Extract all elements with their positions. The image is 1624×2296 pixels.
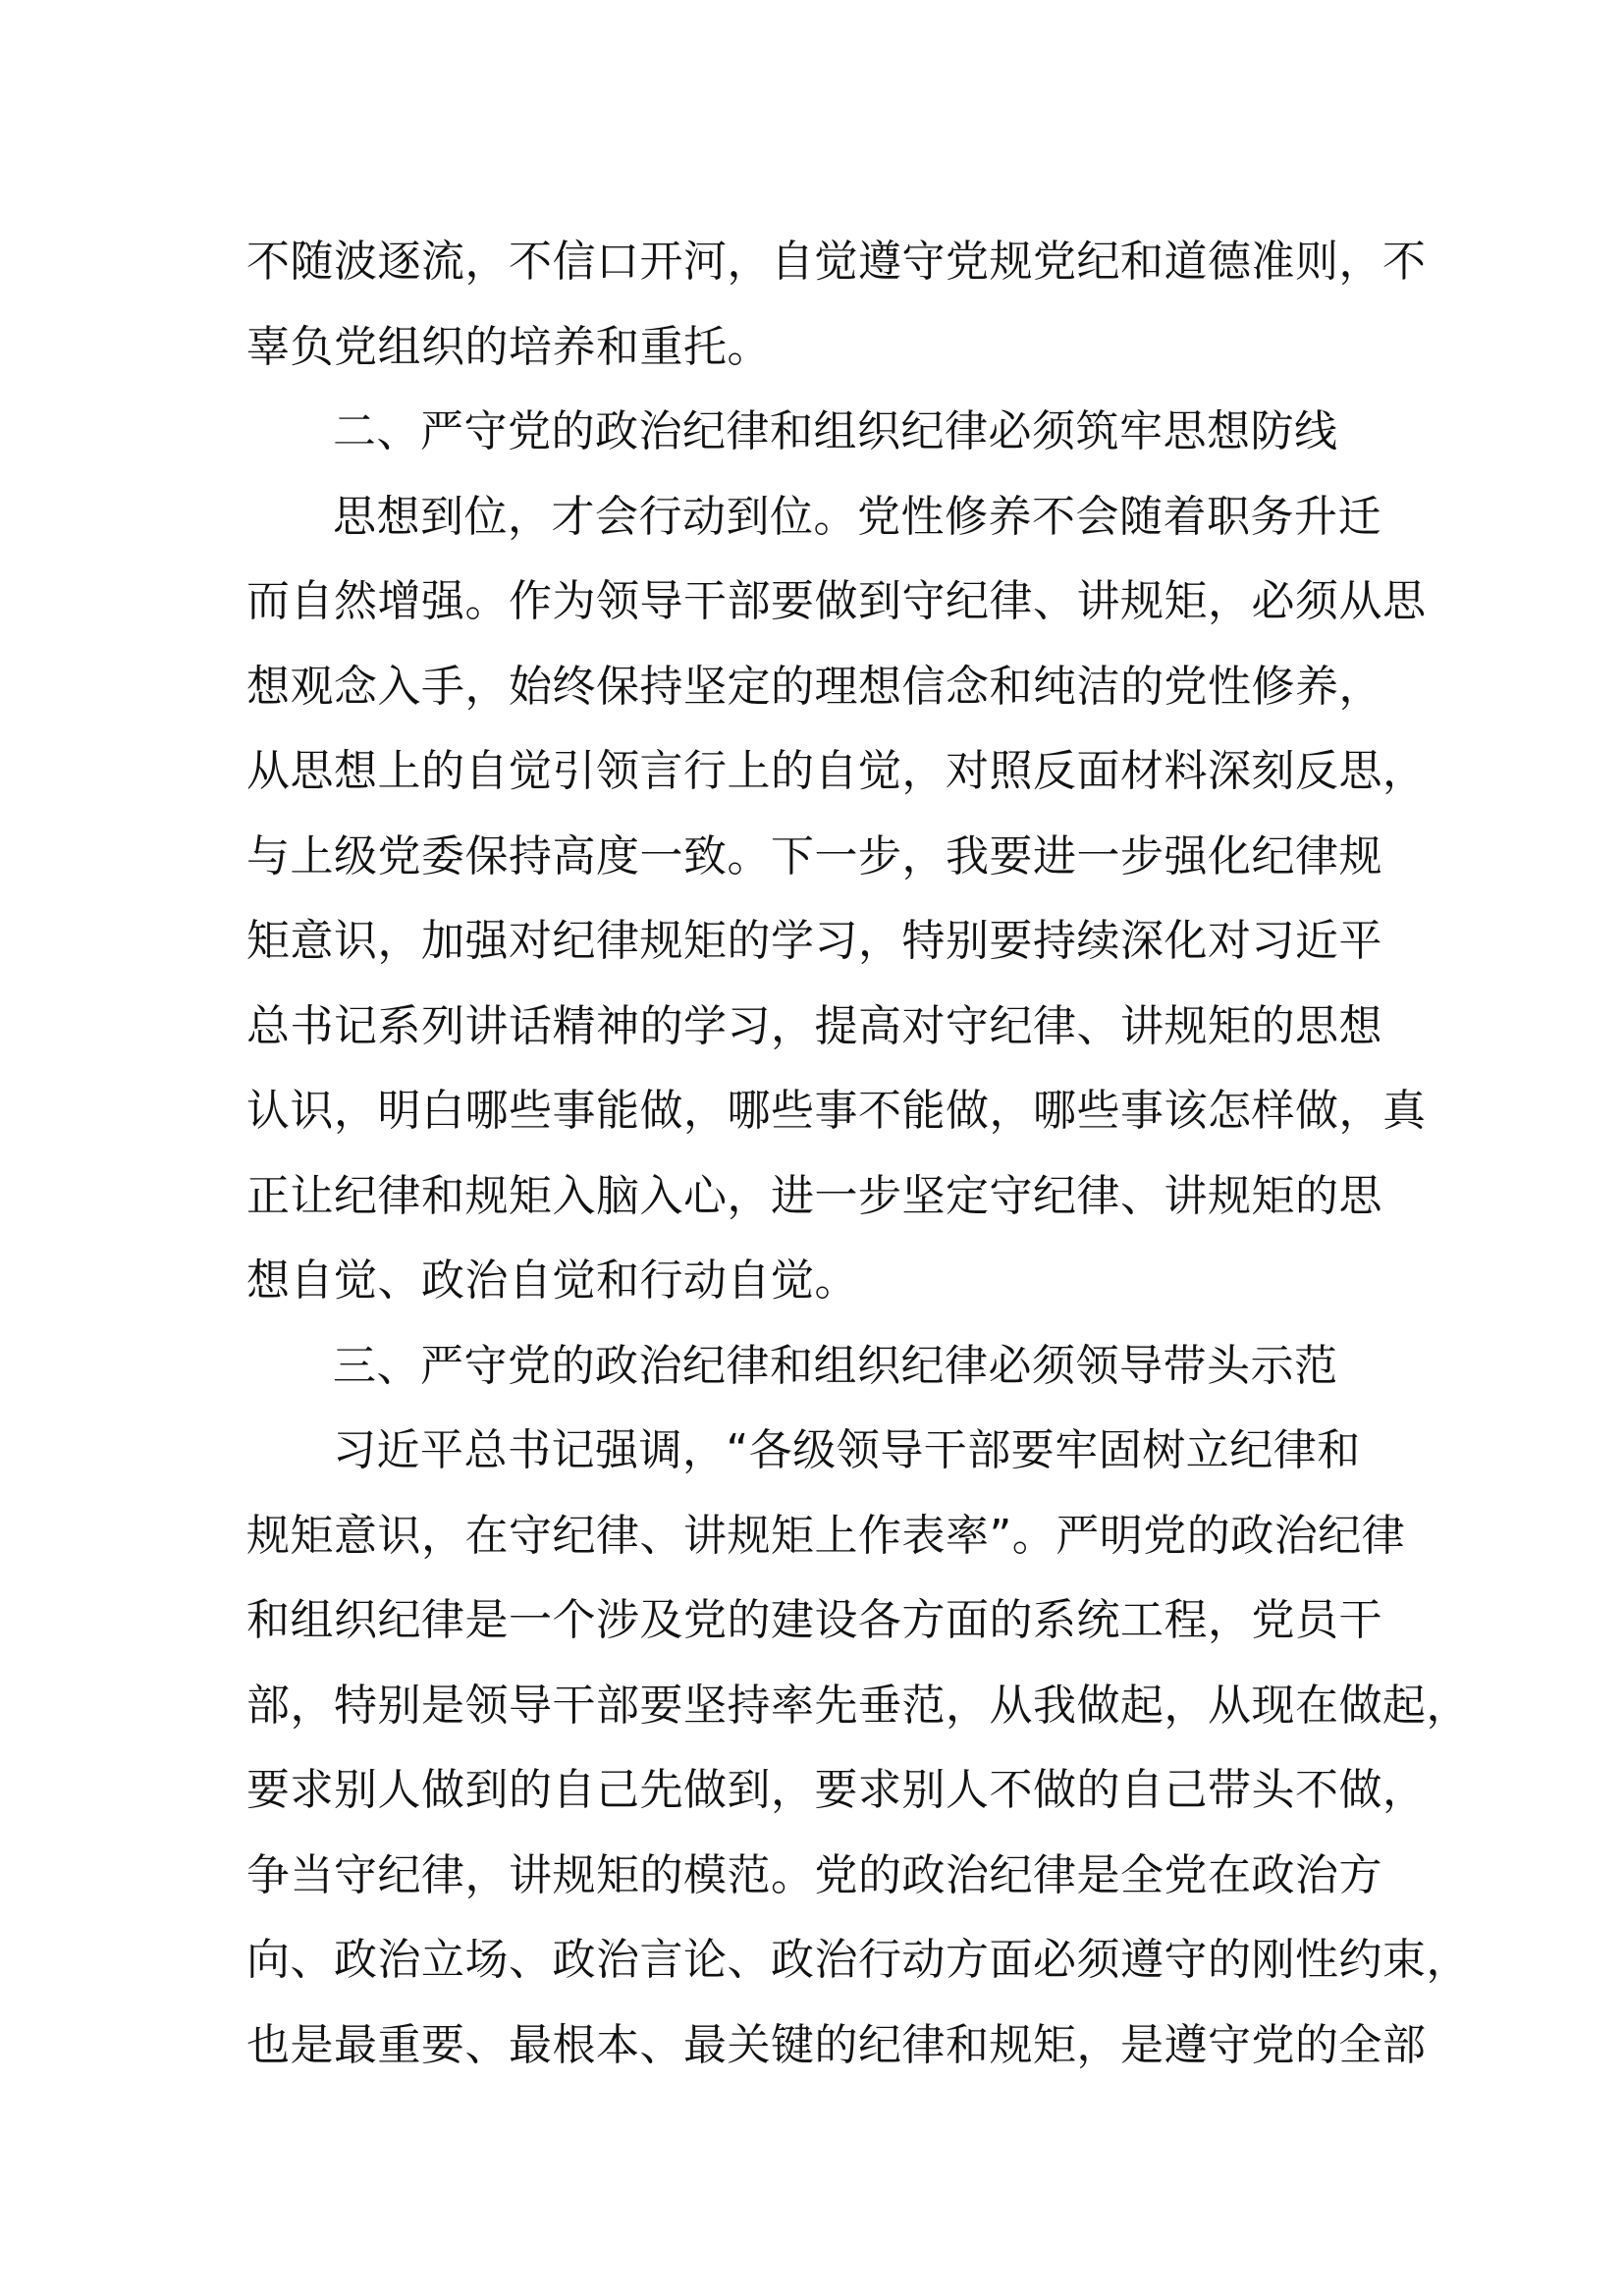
text-line: 习近平总书记强调，“各级领导干部要牢固树立纪律和 xyxy=(333,1425,1361,1475)
text-line: 与上级党委保持高度一致。下一步，我要进一步强化纪律规 xyxy=(246,830,1382,881)
text-line: 规矩意识，在守纪律、讲规矩上作表率”。严明党的政治纪律 xyxy=(246,1510,1406,1561)
text-line: 辜负党组织的培养和重托。 xyxy=(246,321,771,372)
text-line: 从思想上的自觉引领言行上的自觉，对照反面材料深刻反思， xyxy=(246,746,1427,796)
text-line: 不随波逐流，不信口开河，自觉遵守党规党纪和道德准则，不 xyxy=(246,237,1427,287)
text-line: 总书记系列讲话精神的学习，提高对守纪律、讲规矩的思想 xyxy=(246,1000,1382,1051)
text-line: 要求别人做到的自己先做到，要求别人不做的自己带头不做， xyxy=(246,1765,1427,1815)
body-text xyxy=(246,220,1470,2088)
text-line: 和组织纪律是一个涉及党的建设各方面的系统工程，党员干 xyxy=(246,1595,1382,1645)
section-heading: 三、严守党的政治纪律和组织纪律必须领导带头示范 xyxy=(333,1340,1338,1391)
text-line: 想观念入手，始终保持坚定的理想信念和纯洁的党性修养， xyxy=(246,661,1382,712)
text-line: 矩意识，加强对纪律规矩的学习，特别要持续深化对习近平 xyxy=(246,916,1382,966)
text-line: 部，特别是领导干部要坚持率先垂范，从我做起，从现在做起， xyxy=(246,1680,1470,1731)
text-line: 正让纪律和规矩入脑入心，进一步坚定守纪律、讲规矩的思 xyxy=(246,1170,1382,1221)
text-line: 思想到位，才会行动到位。党性修养不会随着职务升迁 xyxy=(333,491,1381,542)
section-heading: 二、严守党的政治纪律和组织纪律必须筑牢思想防线 xyxy=(333,406,1338,456)
text-line: 想自觉、政治自觉和行动自觉。 xyxy=(246,1255,858,1306)
text-line: 向、政治立场、政治言论、政治行动方面必须遵守的刚性约束， xyxy=(246,1935,1470,1985)
text-line: 争当守纪律，讲规矩的模范。党的政治纪律是全党在政治方 xyxy=(246,1849,1382,1900)
text-line: 认识，明白哪些事能做，哪些事不能做，哪些事该怎样做，真 xyxy=(246,1086,1427,1136)
text-line: 也是最重要、最根本、最关键的纪律和规矩，是遵守党的全部 xyxy=(246,2019,1427,2070)
text-line: 而自然增强。作为领导干部要做到守纪律、讲规矩，必须从思 xyxy=(246,576,1427,626)
